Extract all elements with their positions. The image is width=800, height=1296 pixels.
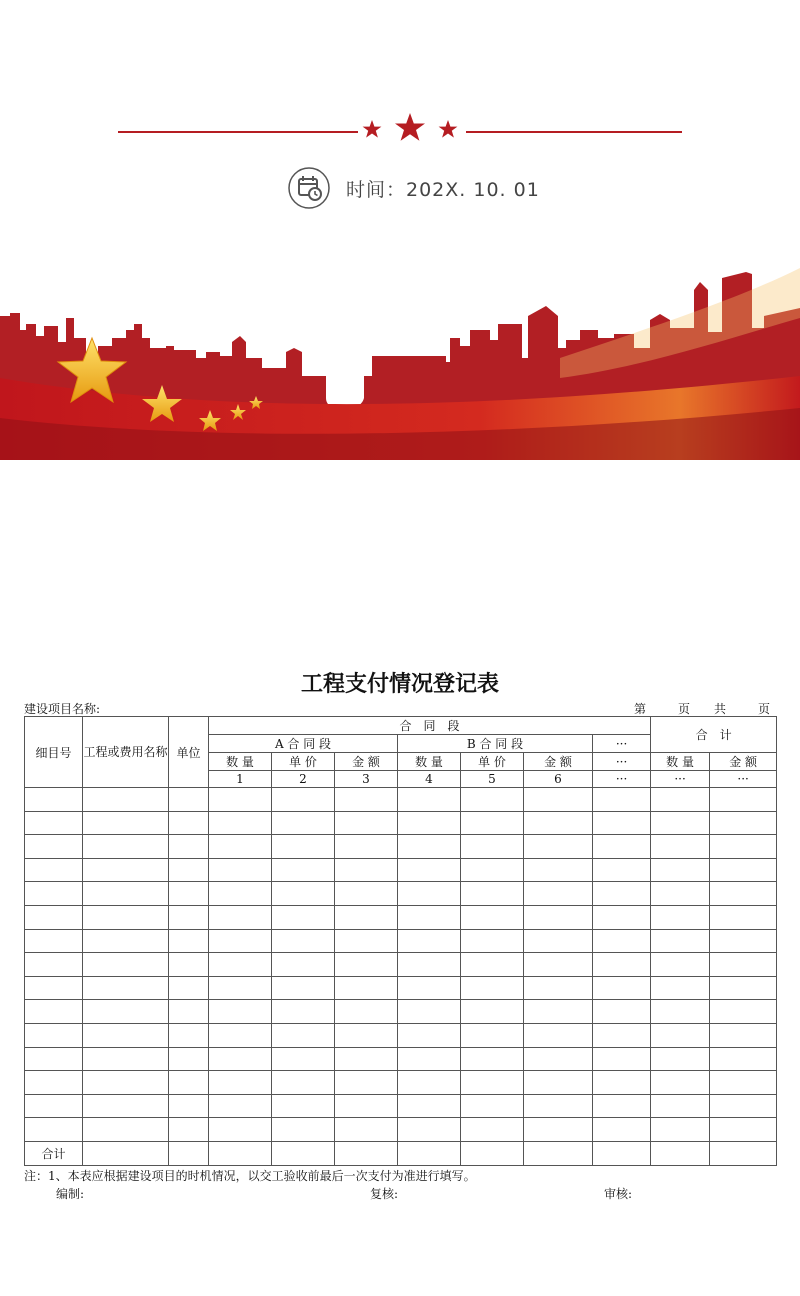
header-price: 单 价 xyxy=(461,753,524,771)
header-divider-right xyxy=(466,131,682,133)
table-cell[interactable] xyxy=(524,929,593,953)
table-cell[interactable] xyxy=(524,953,593,977)
table-cell[interactable] xyxy=(710,1023,777,1047)
table-cell[interactable] xyxy=(461,858,524,882)
table-cell[interactable] xyxy=(593,1023,651,1047)
table-cell[interactable] xyxy=(83,1023,169,1047)
table-cell[interactable] xyxy=(335,858,398,882)
table-cell[interactable] xyxy=(651,1071,710,1095)
table-cell[interactable] xyxy=(335,1071,398,1095)
table-cell[interactable] xyxy=(524,1094,593,1118)
table-cell[interactable] xyxy=(83,1000,169,1024)
table-cell[interactable] xyxy=(593,811,651,835)
table-cell[interactable] xyxy=(398,1000,461,1024)
calendar-clock-icon xyxy=(288,167,330,209)
table-row xyxy=(25,811,777,835)
table-cell[interactable] xyxy=(398,1118,461,1142)
star-icon xyxy=(363,120,382,138)
table-cell[interactable] xyxy=(710,1047,777,1071)
table-cell[interactable] xyxy=(272,976,335,1000)
page-prefix: 第 xyxy=(633,702,646,716)
star-icon xyxy=(395,113,425,141)
table-cell[interactable] xyxy=(710,976,777,1000)
table-cell[interactable] xyxy=(272,1023,335,1047)
table-cell[interactable] xyxy=(651,811,710,835)
table-cell[interactable] xyxy=(272,811,335,835)
table-cell[interactable] xyxy=(593,1094,651,1118)
date-row xyxy=(288,166,540,210)
form-title: 工程支付情况登记表 xyxy=(300,671,499,697)
table-cell[interactable] xyxy=(398,976,461,1000)
table-cell[interactable] xyxy=(593,953,651,977)
table-cell[interactable] xyxy=(335,1047,398,1071)
star-icon xyxy=(439,120,458,138)
table-cell[interactable] xyxy=(710,1118,777,1142)
table-cell[interactable] xyxy=(593,835,651,859)
approved-by-label: 审核: xyxy=(604,1187,633,1201)
table-cell[interactable] xyxy=(524,858,593,882)
table-cell[interactable] xyxy=(169,1023,209,1047)
table-cell[interactable] xyxy=(651,905,710,929)
table-cell[interactable] xyxy=(169,929,209,953)
table-cell[interactable] xyxy=(461,1071,524,1095)
header-ellipsis: ··· xyxy=(593,735,651,753)
table-cell[interactable] xyxy=(209,1000,272,1024)
header-ellipsis: ··· xyxy=(593,753,651,771)
project-name-label: 建设项目名称: xyxy=(24,702,101,716)
table-cell[interactable] xyxy=(169,1000,209,1024)
table-cell[interactable] xyxy=(593,1118,651,1142)
table-cell[interactable] xyxy=(209,905,272,929)
table-cell[interactable] xyxy=(25,882,83,906)
table-row xyxy=(25,953,777,977)
table-cell[interactable] xyxy=(593,858,651,882)
table-row xyxy=(25,976,777,1000)
header-amount: 金 额 xyxy=(524,753,593,771)
table-cell[interactable] xyxy=(710,1071,777,1095)
table-cell[interactable] xyxy=(710,905,777,929)
table-cell[interactable] xyxy=(651,929,710,953)
table-cell[interactable] xyxy=(335,811,398,835)
table-cell[interactable] xyxy=(83,953,169,977)
column-number: 3 xyxy=(335,771,398,788)
table-cell[interactable] xyxy=(169,976,209,1000)
table-row xyxy=(25,1047,777,1071)
table-cell[interactable] xyxy=(335,929,398,953)
table-cell[interactable] xyxy=(593,905,651,929)
table-cell[interactable] xyxy=(398,1094,461,1118)
header-contract-section: 合 同 段 xyxy=(209,717,651,735)
table-row xyxy=(25,858,777,882)
table-cell[interactable] xyxy=(651,1047,710,1071)
table-cell[interactable] xyxy=(398,811,461,835)
table-cell[interactable] xyxy=(524,882,593,906)
table-cell[interactable] xyxy=(25,1047,83,1071)
table-cell[interactable] xyxy=(461,1023,524,1047)
table-cell[interactable] xyxy=(651,835,710,859)
column-number: 2 xyxy=(272,771,335,788)
table-cell[interactable] xyxy=(169,858,209,882)
table-cell[interactable] xyxy=(398,1071,461,1095)
table-row xyxy=(25,1023,777,1047)
skyline-banner xyxy=(0,258,800,460)
prepared-by-label: 编制: xyxy=(56,1187,85,1201)
table-cell[interactable] xyxy=(524,788,593,812)
table-cell[interactable] xyxy=(272,953,335,977)
table-cell[interactable] xyxy=(524,1071,593,1095)
column-number: 5 xyxy=(461,771,524,788)
table-cell[interactable] xyxy=(461,1000,524,1024)
table-cell[interactable] xyxy=(25,788,83,812)
table-cell[interactable] xyxy=(335,1023,398,1047)
table-cell[interactable] xyxy=(593,1000,651,1024)
table-cell[interactable] xyxy=(461,835,524,859)
table-cell[interactable] xyxy=(83,1047,169,1071)
table-cell[interactable] xyxy=(524,905,593,929)
table-cell[interactable] xyxy=(209,1071,272,1095)
table-cell[interactable] xyxy=(272,1118,335,1142)
table-cell[interactable] xyxy=(25,811,83,835)
table-cell[interactable] xyxy=(83,1094,169,1118)
header-section-b: B 合 同 段 xyxy=(398,735,593,753)
column-number: 6 xyxy=(524,771,593,788)
page-mid: 页 xyxy=(677,702,690,716)
table-cell[interactable] xyxy=(25,953,83,977)
table-cell[interactable] xyxy=(593,1071,651,1095)
table-cell[interactable] xyxy=(272,835,335,859)
table-cell[interactable] xyxy=(335,1000,398,1024)
table-cell[interactable] xyxy=(524,1047,593,1071)
table-cell[interactable] xyxy=(710,1094,777,1118)
header-divider-left xyxy=(118,131,358,133)
header-unit: 单位 xyxy=(169,717,209,788)
table-cell[interactable] xyxy=(169,953,209,977)
table-cell[interactable] xyxy=(593,1047,651,1071)
table-cell[interactable] xyxy=(83,882,169,906)
table-body xyxy=(25,788,777,1142)
table-cell[interactable] xyxy=(25,835,83,859)
table-cell[interactable] xyxy=(524,1023,593,1047)
table-cell[interactable] xyxy=(524,811,593,835)
table-row xyxy=(25,1071,777,1095)
total-row xyxy=(25,1141,777,1165)
table-cell[interactable] xyxy=(398,788,461,812)
table-cell[interactable] xyxy=(25,858,83,882)
table-cell[interactable] xyxy=(272,858,335,882)
table-cell[interactable] xyxy=(593,882,651,906)
table-cell[interactable] xyxy=(398,1023,461,1047)
table-cell[interactable] xyxy=(524,976,593,1000)
table-cell[interactable] xyxy=(710,953,777,977)
column-number: 1 xyxy=(209,771,272,788)
table-cell[interactable] xyxy=(83,835,169,859)
table-cell[interactable] xyxy=(398,835,461,859)
table-cell[interactable] xyxy=(209,953,272,977)
table-row xyxy=(25,1094,777,1118)
table-cell[interactable] xyxy=(335,953,398,977)
page-total: 共 xyxy=(713,702,726,716)
table-cell[interactable] xyxy=(461,953,524,977)
table-cell[interactable] xyxy=(83,788,169,812)
header-price: 单 价 xyxy=(272,753,335,771)
table-cell[interactable] xyxy=(593,929,651,953)
table-cell[interactable] xyxy=(524,1118,593,1142)
table-cell[interactable] xyxy=(398,905,461,929)
table-cell[interactable] xyxy=(335,788,398,812)
table-cell[interactable] xyxy=(272,1047,335,1071)
table-cell[interactable] xyxy=(710,788,777,812)
table-cell[interactable] xyxy=(461,1094,524,1118)
table-cell[interactable] xyxy=(272,882,335,906)
page-suffix: 页 xyxy=(757,702,770,716)
footnote: 注：1、本表应根据建设项目的时机情况，以交工验收前最后一次支付为准进行填写。 xyxy=(24,1169,476,1183)
table-cell[interactable] xyxy=(169,1094,209,1118)
header-qty: 数 量 xyxy=(209,753,272,771)
table-cell[interactable] xyxy=(335,835,398,859)
table-cell[interactable] xyxy=(272,905,335,929)
table-row xyxy=(25,1118,777,1142)
table-cell[interactable] xyxy=(593,788,651,812)
table-cell[interactable] xyxy=(710,811,777,835)
table-cell[interactable] xyxy=(335,905,398,929)
table-cell[interactable] xyxy=(25,1000,83,1024)
table-row xyxy=(25,835,777,859)
table-cell[interactable] xyxy=(461,1118,524,1142)
table-cell[interactable] xyxy=(461,976,524,1000)
table-cell[interactable] xyxy=(83,1118,169,1142)
table-cell[interactable] xyxy=(710,1000,777,1024)
header-item-name: 工程或费用名称 xyxy=(83,717,169,788)
table-cell[interactable] xyxy=(651,1094,710,1118)
table-cell[interactable] xyxy=(335,976,398,1000)
reviewed-by-label: 复核: xyxy=(370,1187,399,1201)
header-item-no: 细目号 xyxy=(25,717,83,788)
table-cell[interactable] xyxy=(461,905,524,929)
table-cell[interactable] xyxy=(209,976,272,1000)
table-cell[interactable] xyxy=(209,858,272,882)
table-cell[interactable] xyxy=(209,929,272,953)
cover-section xyxy=(0,0,800,460)
table-cell[interactable] xyxy=(83,858,169,882)
table-cell[interactable] xyxy=(83,811,169,835)
table-cell[interactable] xyxy=(398,858,461,882)
total-row-label: 合计 xyxy=(25,1141,83,1165)
table-cell[interactable] xyxy=(398,953,461,977)
table-cell[interactable] xyxy=(461,929,524,953)
table-cell[interactable] xyxy=(209,882,272,906)
table-cell[interactable] xyxy=(398,1047,461,1071)
table-cell[interactable] xyxy=(651,882,710,906)
column-number: ··· xyxy=(710,771,777,788)
table-cell[interactable] xyxy=(461,788,524,812)
table-cell[interactable] xyxy=(209,1094,272,1118)
table-row xyxy=(25,929,777,953)
table-cell[interactable] xyxy=(25,929,83,953)
table-cell[interactable] xyxy=(272,929,335,953)
table-cell[interactable] xyxy=(461,1047,524,1071)
table-cell[interactable] xyxy=(25,1071,83,1095)
table-cell[interactable] xyxy=(209,835,272,859)
table-cell[interactable] xyxy=(710,929,777,953)
header-qty: 数 量 xyxy=(398,753,461,771)
column-number: ··· xyxy=(651,771,710,788)
meta-row xyxy=(24,700,776,716)
table-row xyxy=(25,882,777,906)
table-cell[interactable] xyxy=(398,929,461,953)
table-cell[interactable] xyxy=(25,1094,83,1118)
table-cell[interactable] xyxy=(83,976,169,1000)
table-cell[interactable] xyxy=(209,788,272,812)
table-cell[interactable] xyxy=(651,953,710,977)
table-cell[interactable] xyxy=(461,882,524,906)
table-cell[interactable] xyxy=(335,1094,398,1118)
table-row xyxy=(25,1000,777,1024)
table-cell[interactable] xyxy=(651,1118,710,1142)
table-cell[interactable] xyxy=(398,882,461,906)
table-cell[interactable] xyxy=(25,905,83,929)
table-row xyxy=(25,788,777,812)
header-section-a: A 合 同 段 xyxy=(209,735,398,753)
table-cell[interactable] xyxy=(710,882,777,906)
table-row xyxy=(25,905,777,929)
table-cell[interactable] xyxy=(83,929,169,953)
table-cell[interactable] xyxy=(335,882,398,906)
date-text: 时间：202X. 10. 01 xyxy=(346,178,540,201)
table-cell[interactable] xyxy=(710,858,777,882)
table-cell[interactable] xyxy=(593,976,651,1000)
header-stars xyxy=(356,110,466,150)
table-cell[interactable] xyxy=(169,1118,209,1142)
table-cell[interactable] xyxy=(25,1118,83,1142)
table-cell[interactable] xyxy=(461,811,524,835)
table-cell[interactable] xyxy=(524,835,593,859)
table-cell[interactable] xyxy=(209,1047,272,1071)
table-cell[interactable] xyxy=(272,1094,335,1118)
table-cell[interactable] xyxy=(651,1023,710,1047)
table-cell[interactable] xyxy=(169,835,209,859)
table-cell[interactable] xyxy=(272,788,335,812)
table-cell[interactable] xyxy=(272,1000,335,1024)
page-indicator xyxy=(634,700,770,717)
table-cell[interactable] xyxy=(169,1071,209,1095)
table-cell[interactable] xyxy=(169,882,209,906)
table-cell[interactable] xyxy=(25,976,83,1000)
header-qty: 数 量 xyxy=(651,753,710,771)
header-amount: 金 额 xyxy=(335,753,398,771)
table-cell[interactable] xyxy=(710,835,777,859)
table-cell[interactable] xyxy=(272,1071,335,1095)
table-cell[interactable] xyxy=(209,811,272,835)
table-cell[interactable] xyxy=(651,1000,710,1024)
table-cell[interactable] xyxy=(651,976,710,1000)
column-number: ··· xyxy=(593,771,651,788)
table-cell[interactable] xyxy=(83,1071,169,1095)
table-cell[interactable] xyxy=(651,788,710,812)
table-cell[interactable] xyxy=(209,1023,272,1047)
payment-register-table xyxy=(24,716,777,1166)
table-cell[interactable] xyxy=(169,905,209,929)
header-total: 合 计 xyxy=(651,717,777,753)
table-cell[interactable] xyxy=(169,1047,209,1071)
header-amount: 金 额 xyxy=(710,753,777,771)
table-cell[interactable] xyxy=(25,1023,83,1047)
table-cell[interactable] xyxy=(651,858,710,882)
table-cell[interactable] xyxy=(335,1118,398,1142)
column-number: 4 xyxy=(398,771,461,788)
table-cell[interactable] xyxy=(83,905,169,929)
table-cell[interactable] xyxy=(169,788,209,812)
table-cell[interactable] xyxy=(209,1118,272,1142)
table-cell[interactable] xyxy=(169,811,209,835)
table-cell[interactable] xyxy=(524,1000,593,1024)
